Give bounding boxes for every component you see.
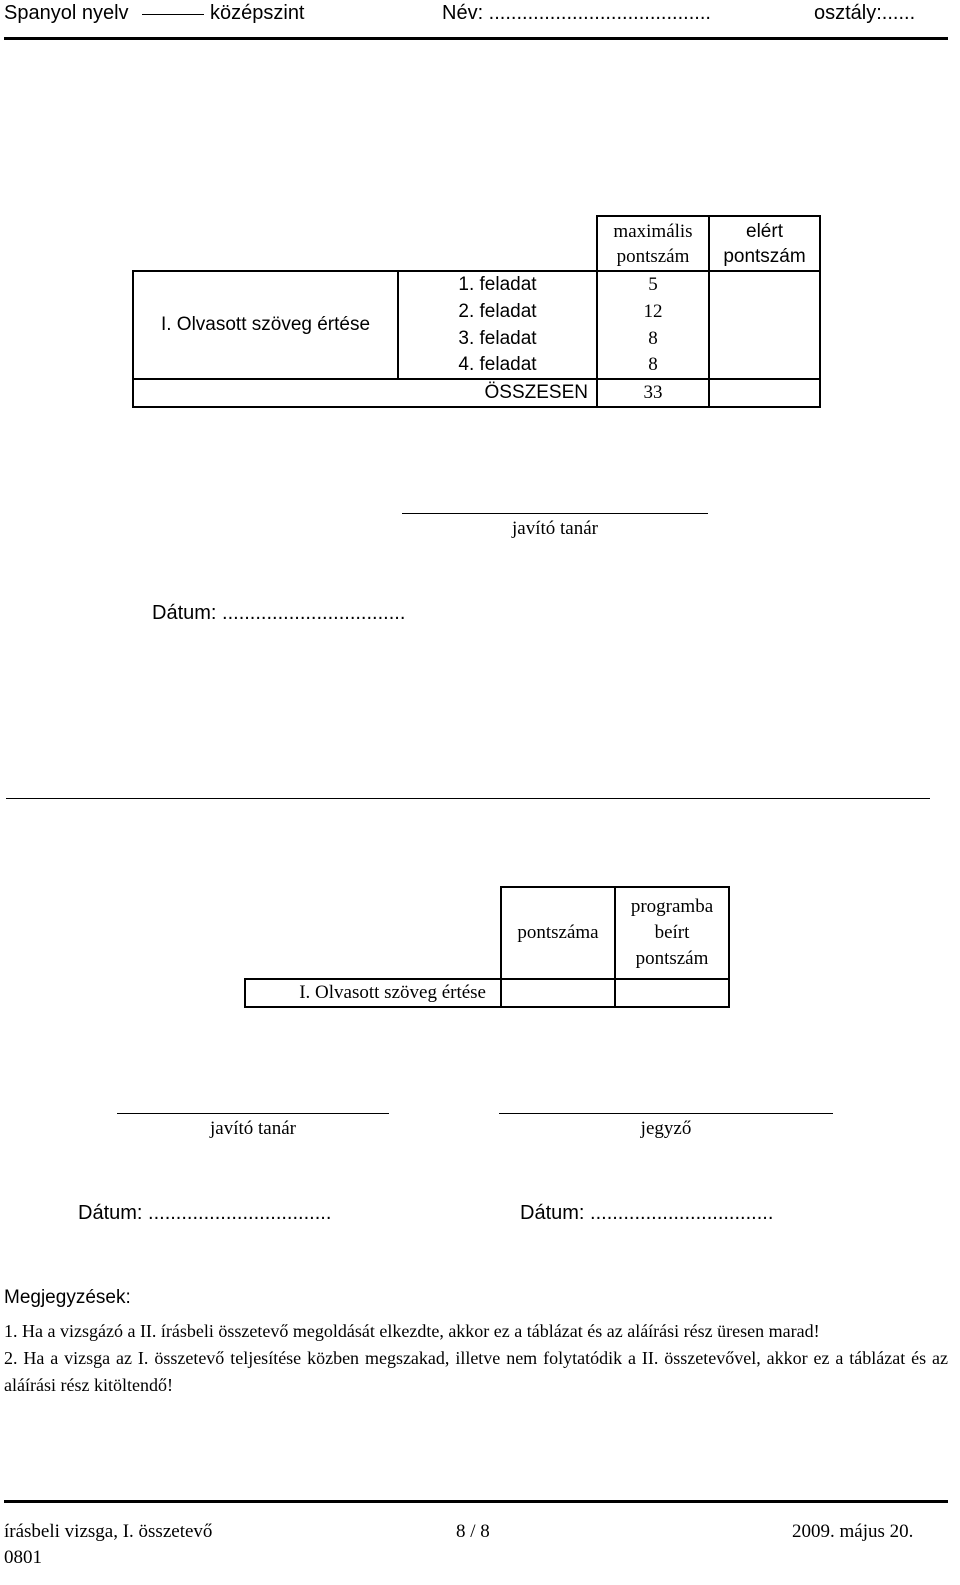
total-got-cell[interactable] <box>709 379 820 407</box>
task-max: 8 <box>597 352 709 379</box>
points-cell[interactable] <box>501 979 615 1007</box>
header-rule <box>4 37 948 40</box>
col-got-header: elért pontszám <box>709 216 820 271</box>
task-max: 12 <box>597 298 709 325</box>
signature-role-left: javító tanár <box>210 1118 296 1139</box>
task-label: 3. feladat <box>398 325 597 352</box>
date-field-left[interactable]: Dátum: ................................. <box>78 1202 332 1224</box>
score-table <box>132 215 821 408</box>
total-max: 33 <box>597 379 709 407</box>
note-item: 2. Ha a vizsga az I. összetevő teljesítése közben megszakad, illetve nem folytatódik a II. összetevővel, akkor ez a táblázat és az aláírási rész kitöltendő! <box>4 1348 948 1395</box>
signature-line <box>402 513 708 514</box>
signature-line-right <box>499 1113 833 1114</box>
footer-rule <box>4 1500 948 1503</box>
section-label: I. Olvasott szöveg értése <box>133 271 398 379</box>
program-score-table <box>244 886 730 1008</box>
signature-line-left <box>117 1113 389 1114</box>
row-label: I. Olvasott szöveg értése <box>245 979 501 1007</box>
notes-list <box>4 1318 948 1399</box>
date-field-right[interactable]: Dátum: ................................. <box>520 1202 774 1224</box>
task-max: 5 <box>597 271 709 298</box>
header-level: középszint <box>210 2 305 24</box>
col-max-header: maximális pontszám <box>597 216 709 271</box>
col-points-header: pontszáma <box>501 887 615 979</box>
total-label: ÖSSZESEN <box>398 379 597 407</box>
signature-role-right: jegyző <box>640 1118 692 1139</box>
signature-role: javító tanár <box>512 518 598 539</box>
col-program-header: programba beírt pontszám <box>615 887 729 979</box>
footer-date: 2009. május 20. <box>792 1521 914 1542</box>
header-name-field: Név: ........................................ <box>442 2 711 24</box>
task-label: 4. feladat <box>398 352 597 379</box>
footer-exam: írásbeli vizsga, I. összetevő <box>4 1521 213 1542</box>
footer-code: 0801 <box>4 1547 42 1568</box>
date-field[interactable]: Dátum: ................................. <box>152 602 406 624</box>
section-divider <box>6 798 930 799</box>
task-max: 8 <box>597 325 709 352</box>
task-got-cell[interactable] <box>709 271 820 379</box>
task-label: 1. feladat <box>398 271 597 298</box>
program-points-cell[interactable] <box>615 979 729 1007</box>
task-label: 2. feladat <box>398 298 597 325</box>
header-dash <box>142 14 204 15</box>
footer-page: 8 / 8 <box>456 1521 490 1542</box>
note-item: 1. Ha a vizsgázó a II. írásbeli összetevő megoldását elkezdte, akkor ez a táblázat és az aláírási rész üresen marad! <box>4 1321 820 1341</box>
notes-heading: Megjegyzések: <box>4 1287 131 1308</box>
header-subject: Spanyol nyelv <box>4 2 129 24</box>
header-class-field: osztály:...... <box>814 2 916 24</box>
